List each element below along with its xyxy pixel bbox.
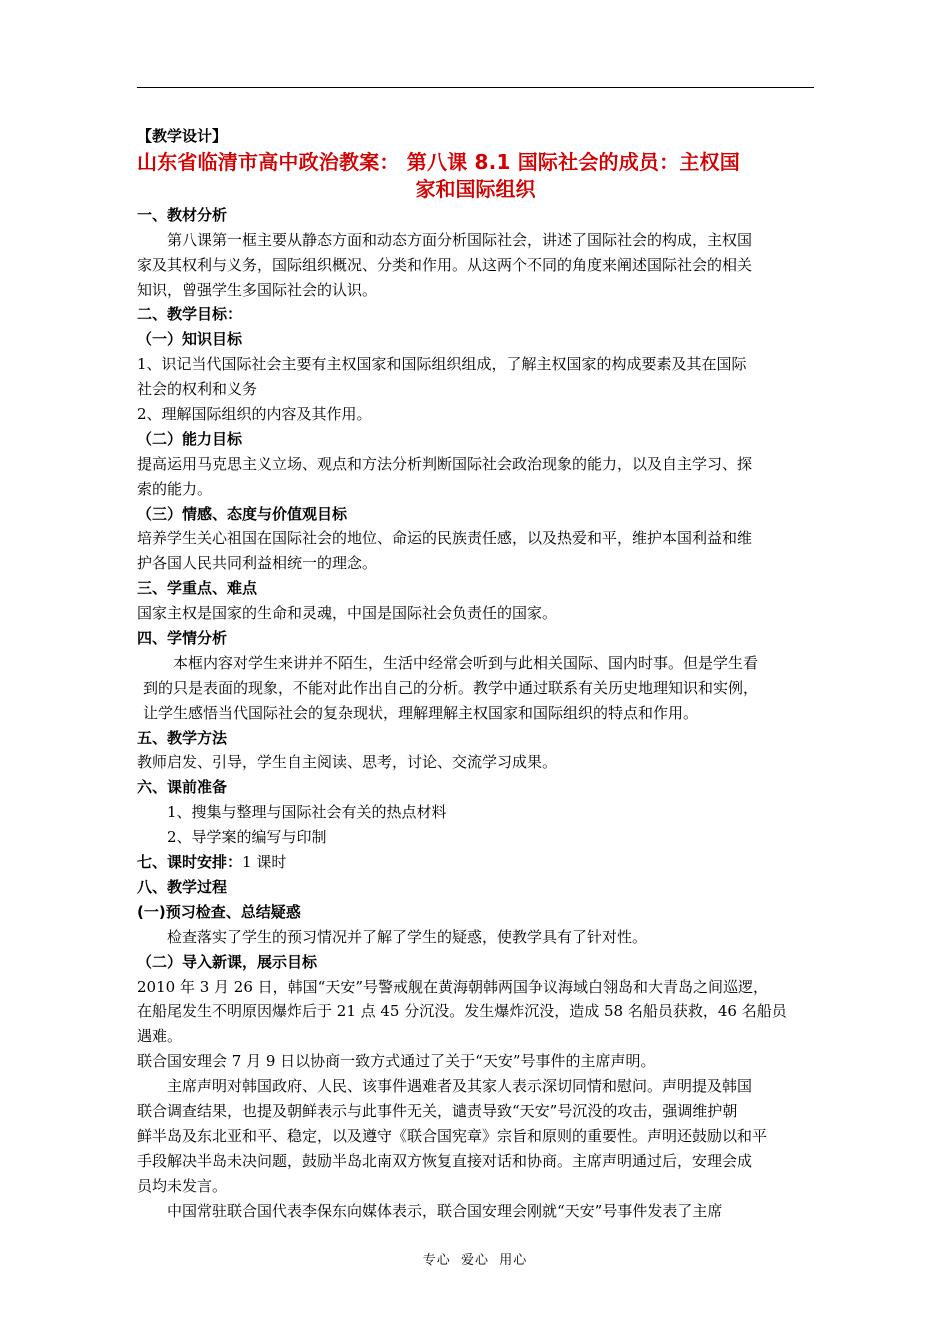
paragraph-line: 1、识记当代国际社会主要有主权国家和国际组织组成，了解主权国家的构成要素及其在国际 <box>137 355 747 374</box>
header-rule <box>137 87 814 88</box>
paragraph-line: 检查落实了学生的预习情况并了解了学生的疑惑，使教学具有了针对性。 <box>167 927 648 946</box>
section-heading-6: 六、课前准备 <box>137 778 228 797</box>
section-heading-8: 八、教学过程 <box>137 877 228 896</box>
paragraph-line: 本框内容对学生来讲并不陌生，生活中经常会听到与此相关国际、国内时事。但是学生看 <box>173 653 759 672</box>
subsection-heading: (一)预习检查、总结疑惑 <box>137 902 301 921</box>
paragraph-line: 联合调查结果，也提及朝鲜表示与此事件无关，谴责导致“天安”号沉没的攻击，强调维护朝 <box>137 1101 738 1120</box>
section-heading-2: 二、教学目标： <box>137 305 243 324</box>
subsection-heading: （一）知识目标 <box>137 330 243 349</box>
paragraph-line: 家及其权利与义务，国际组织概况、分类和作用。从这两个不同的角度来阐述国际社会的相关 <box>137 255 753 274</box>
paragraph-line: 鲜半岛及东北亚和平、稳定，以及遵守《联合国宪章》宗旨和原则的重要性。声明还鼓励以和平 <box>137 1126 768 1145</box>
subsection-heading: （二）导入新课，展示目标 <box>137 952 318 971</box>
paragraph-line: 联合国安理会 7 月 9 日以协商一致方式通过了关于“天安”号事件的主席声明。 <box>137 1052 656 1071</box>
document-body <box>137 124 814 1223</box>
header-label: 【教学设计】 <box>137 127 228 145</box>
section-heading-1: 一、教材分析 <box>137 205 228 224</box>
paragraph-line: 员均未发言。 <box>137 1176 228 1195</box>
paragraph-line: 护各国人民共同利益相统一的理念。 <box>137 554 378 573</box>
paragraph-line: 2、理解国际组织的内容及其作用。 <box>137 405 372 424</box>
paragraph-line: 手段解决半岛未决问题，鼓励半岛北南双方恢复直接对话和协商。主席声明通过后，安理会成 <box>137 1151 753 1170</box>
paragraph-line: 教师启发、引导，学生自主阅读、思考，讨论、交流学习成果。 <box>137 753 558 772</box>
paragraph-line: 第八课第一框主要从静态方面和动态方面分析国际社会，讲述了国际社会的构成，主权国 <box>167 230 753 249</box>
page-title-line-1: 山东省临清市高中政治教案： 第八课 8.1 国际社会的成员：主权国 <box>137 149 740 174</box>
paragraph-line: 国家主权是国家的生命和灵魂，中国是国际社会负责任的国家。 <box>137 604 558 623</box>
paragraph-line: 社会的权利和义务 <box>137 380 258 399</box>
paragraph-line: 培养学生关心祖国在国际社会的地位、命运的民族责任感，以及热爱和平，维护本国利益和维 <box>137 529 753 548</box>
paragraph-line: 遇难。 <box>137 1027 183 1046</box>
subsection-heading: （二）能力目标 <box>137 429 243 448</box>
section-heading-5: 五、教学方法 <box>137 728 228 747</box>
paragraph-line: 主席声明对韩国政府、人民、该事件遇难者及其家人表示深切同情和慰问。声明提及韩国 <box>167 1077 753 1096</box>
subsection-heading: （三）情感、态度与价值观目标 <box>137 504 348 523</box>
paragraph-line: 提高运用马克思主义立场、观点和方法分析判断国际社会政治现象的能力，以及自主学习、探 <box>137 454 753 473</box>
paragraph-line: 在船尾发生不明原因爆炸后于 21 点 45 分沉没。发生爆炸沉没，造成 58 名船员获救，46 名船员 <box>137 1002 787 1021</box>
section-7-row <box>137 850 814 875</box>
class-hours-value: 1 课时 <box>242 853 287 872</box>
paragraph-line: 2010 年 3 月 26 日，韩国“天安”号警戒舰在黄海朝韩两国争议海域白翎岛和大青岛之间巡逻， <box>137 977 768 996</box>
paragraph-line: 知识，曾强学生多国际社会的认识。 <box>137 280 378 299</box>
paragraph-line: 索的能力。 <box>137 479 213 498</box>
paragraph-line: 中国常驻联合国代表李保东向媒体表示，联合国安理会刚就“天安”号事件发表了主席 <box>167 1201 723 1220</box>
section-heading-3: 三、学重点、难点 <box>137 579 258 598</box>
paragraph-line: 让学生感悟当代国际社会的复杂现状，理解理解主权国家和国际组织的特点和作用。 <box>143 703 699 722</box>
section-heading-7: 七、课时安排： <box>137 853 243 872</box>
paragraph-line: 到的只是表面的现象，不能对此作出自己的分析。教学中通过联系有关历史地理知识和实例， <box>143 678 759 697</box>
list-item: 2、导学案的编写与印制 <box>167 828 327 847</box>
section-heading-4: 四、学情分析 <box>137 629 228 648</box>
page-title-line-2: 家和国际组织 <box>415 176 536 201</box>
page-footer: 专心 爱心 用心 <box>422 1253 528 1268</box>
list-item: 1、搜集与整理与国际社会有关的热点材料 <box>167 803 447 822</box>
